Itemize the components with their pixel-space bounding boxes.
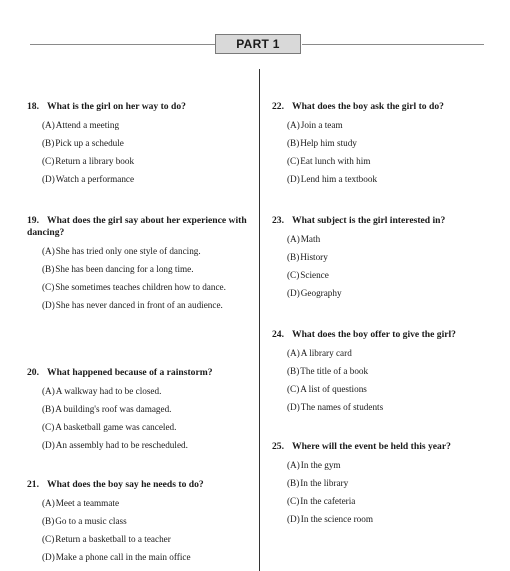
option-b[interactable]: (B) Pick up a schedule — [42, 138, 124, 148]
option-d[interactable]: (D) An assembly had to be rescheduled. — [42, 440, 188, 450]
option-b[interactable]: (B) The title of a book — [287, 366, 369, 376]
header-rule-right — [302, 44, 484, 45]
option-a[interactable]: (A) A walkway had to be closed. — [42, 386, 162, 396]
option-c[interactable]: (C) Eat lunch with him — [287, 156, 371, 166]
option-c[interactable]: (C) Return a library book — [42, 156, 135, 166]
option-b[interactable]: (B) A building's roof was damaged. — [42, 404, 172, 414]
option-a[interactable]: (A) She has tried only one style of dancing. — [42, 246, 201, 256]
question-title — [27, 479, 252, 491]
question-title — [27, 367, 252, 379]
option-a[interactable]: (A) A library card — [287, 348, 352, 358]
question-text: What does the girl say about her experience with dancing? — [27, 215, 247, 238]
question-title — [27, 215, 252, 239]
question-number: 25. — [272, 441, 284, 452]
question-text: What does the boy say he needs to do? — [47, 479, 204, 490]
option-a[interactable]: (A) Join a team — [287, 120, 343, 130]
option-c[interactable]: (C) In the cafeteria — [287, 496, 356, 506]
question-title — [272, 329, 502, 341]
option-d[interactable]: (D) Geography — [287, 288, 342, 298]
question-18 — [27, 101, 252, 192]
option-d[interactable]: (D) The names of students — [287, 402, 384, 412]
question-25 — [272, 441, 502, 532]
option-b[interactable]: (B) Help him study — [287, 138, 357, 148]
question-number: 20. — [27, 367, 39, 378]
option-c[interactable]: (C) Return a basketball to a teacher — [42, 534, 171, 544]
question-19 — [27, 215, 252, 318]
question-21 — [27, 479, 252, 570]
column-divider — [259, 69, 260, 571]
option-c[interactable]: (C) Science — [287, 270, 329, 280]
option-d[interactable]: (D) Watch a performance — [42, 174, 135, 184]
question-23 — [272, 215, 502, 306]
question-text: What does the boy offer to give the girl? — [292, 329, 456, 340]
question-title — [272, 101, 502, 113]
option-b[interactable]: (B) History — [287, 252, 328, 262]
question-text: What happened because of a rainstorm? — [47, 367, 213, 378]
option-a[interactable]: (A) In the gym — [287, 460, 341, 470]
option-b[interactable]: (B) In the library — [287, 478, 349, 488]
question-number: 23. — [272, 215, 284, 226]
question-24 — [272, 329, 502, 420]
option-b[interactable]: (B) Go to a music class — [42, 516, 127, 526]
option-d[interactable]: (D) Lend him a textbook — [287, 174, 378, 184]
option-d[interactable]: (D) She has never danced in front of an audience. — [42, 300, 223, 310]
question-text: Where will the event be held this year? — [292, 441, 451, 452]
option-d[interactable]: (D) Make a phone call in the main office — [42, 552, 191, 562]
option-b[interactable]: (B) She has been dancing for a long time. — [42, 264, 194, 274]
option-a[interactable]: (A) Attend a meeting — [42, 120, 120, 130]
question-20 — [27, 367, 252, 458]
question-title — [272, 441, 502, 453]
question-22 — [272, 101, 502, 192]
question-number: 21. — [27, 479, 39, 490]
question-text: What is the girl on her way to do? — [47, 101, 186, 112]
question-number: 18. — [27, 101, 39, 112]
option-c[interactable]: (C) A list of questions — [287, 384, 367, 394]
question-number: 22. — [272, 101, 284, 112]
question-text: What does the boy ask the girl to do? — [292, 101, 444, 112]
question-number: 24. — [272, 329, 284, 340]
option-d[interactable]: (D) In the science room — [287, 514, 373, 524]
question-number: 19. — [27, 215, 39, 226]
question-title — [272, 215, 502, 227]
header-rule-left — [30, 44, 215, 45]
question-text: What subject is the girl interested in? — [292, 215, 446, 226]
option-a[interactable]: (A) Math — [287, 234, 321, 244]
option-c[interactable]: (C) She sometimes teaches children how to dance. — [42, 282, 226, 292]
option-c[interactable]: (C) A basketball game was canceled. — [42, 422, 177, 432]
part-label: PART 1 — [215, 34, 301, 54]
option-a[interactable]: (A) Meet a teammate — [42, 498, 120, 508]
question-title — [27, 101, 252, 113]
